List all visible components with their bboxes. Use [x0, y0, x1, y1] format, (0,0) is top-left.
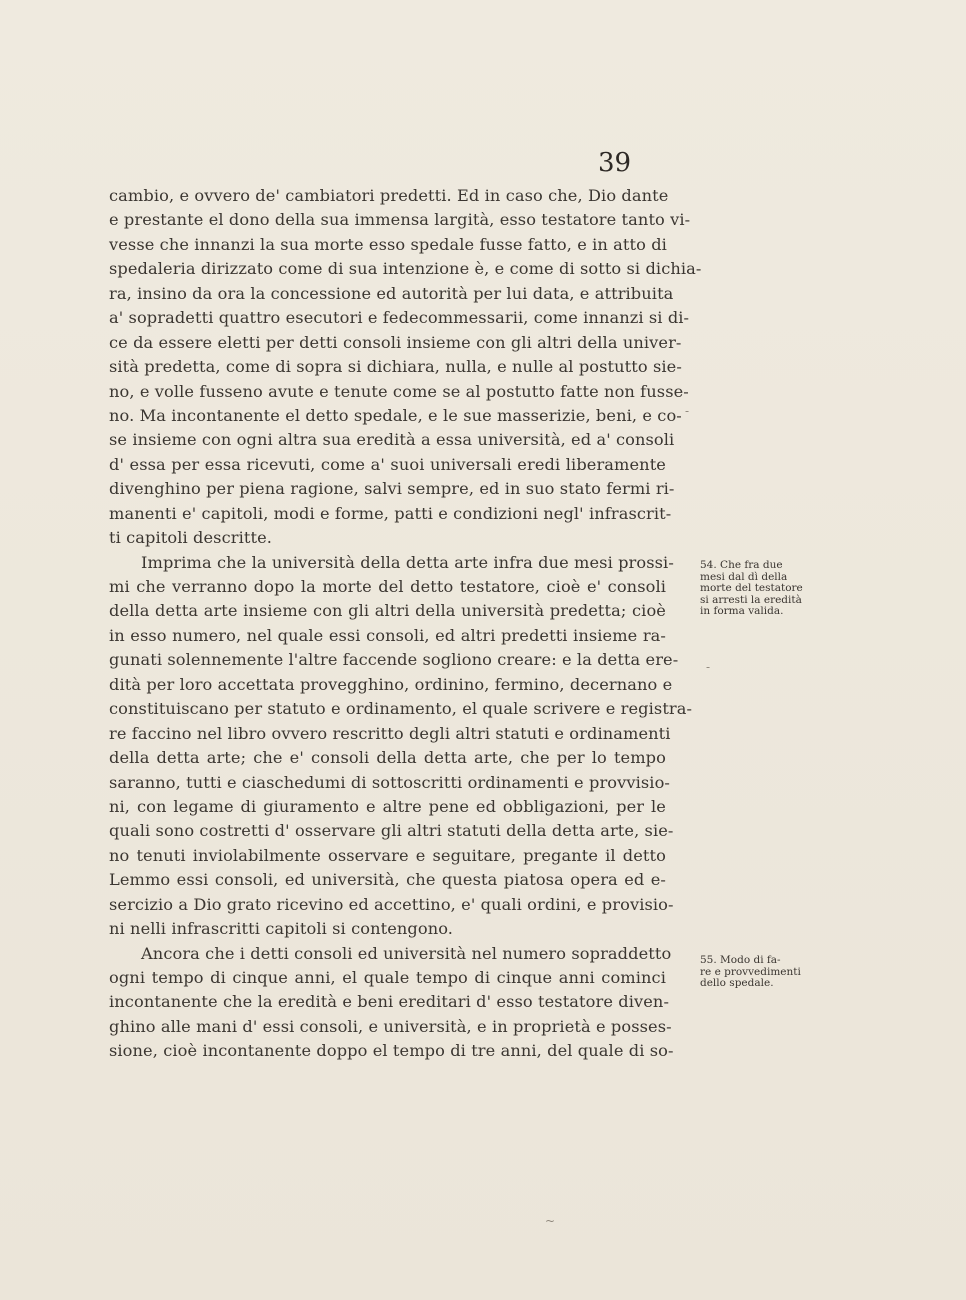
stray-mark: - — [706, 660, 711, 674]
text-line: d' essa per essa ricevuti, come a' suoi universali eredi liberamente — [109, 454, 666, 474]
text-line: divenghino per piena ragione, salvi sempre, ed in suo stato fermi ri- — [109, 479, 675, 499]
text-line: ti capitoli descritte. — [109, 528, 272, 548]
text-line: ogni tempo di cinque anni, el quale tempo di cinque anni cominci — [109, 968, 666, 987]
text-line: ra, insino da ora la concessione ed autorità per lui data, e attribuita — [109, 283, 674, 303]
text-line: quali sono costretti d' osservare gli altri statuti della detta arte, sie- — [109, 821, 674, 841]
text-line: Ancora che i detti consoli ed università nel numero sopraddetto — [141, 943, 672, 963]
text-line: della detta arte insieme con gli altri della università predetta; cioè — [109, 601, 666, 621]
body-text — [109, 184, 702, 1064]
text-line: ni nelli infrascritti capitoli si contengono. — [109, 919, 454, 939]
text-line: a' sopradetti quattro esecutori e fedecommessarii, come innanzi si di- — [109, 308, 690, 328]
text-line: sercizio a Dio grato ricevino ed accettino, e' quali ordini, e provisio- — [109, 894, 674, 914]
text-line: ghino alle mani d' essi consoli, e università, e in proprietà e posses- — [109, 1016, 672, 1036]
text-line: ni, con legame di giuramento e altre pene ed obbligazioni, per le — [109, 796, 666, 816]
page-number: 39 — [598, 148, 632, 178]
stray-mark: - — [685, 404, 690, 418]
marginal-note-line: mesi dal dì della — [700, 570, 788, 583]
text-line: no. Ma incontanente el detto spedale, e le sue masserizie, beni, e co- — [109, 405, 682, 425]
marginal-note-line: dello spedale. — [700, 977, 774, 989]
text-line: sità predetta, come di sopra si dichiara, nulla, e nulle al postutto sie- — [109, 357, 682, 377]
stray-mark: ~ — [545, 1214, 556, 1228]
text-line: dità per loro accettata provegghino, ordinino, fermino, decernano e — [109, 674, 673, 694]
marginal-note-line: morte del testatore — [700, 582, 803, 594]
marginal-note-line: 55. Modo di fa- — [700, 954, 781, 966]
text-line: e prestante el dono della sua immensa largità, esso testatore tanto vi- — [109, 210, 691, 230]
text-line: no, e volle fusseno avute e tenute come se al postutto fatte non fusse- — [109, 381, 689, 401]
text-line: Lemmo essi consoli, ed università, che questa piatosa opera ed e- — [109, 870, 666, 890]
text-line: in esso numero, nel quale essi consoli, ed altri predetti insieme ra- — [109, 625, 666, 645]
marginal-note-line: si arresti la eredità — [700, 593, 802, 606]
text-line: se insieme con ogni altra sua eredità a essa università, ed a' consoli — [109, 430, 675, 450]
marginal-note-line: re e provvedimenti — [700, 965, 801, 978]
text-line: no tenuti inviolabilmente osservare e seguitare, pregante il detto — [109, 845, 666, 865]
text-line: sione, cioè incontanente doppo el tempo di tre anni, del quale di so- — [109, 1041, 674, 1061]
marginal-note-line: 54. Che fra due — [700, 559, 783, 571]
marginal-note-55 — [700, 955, 801, 990]
text-line: incontanente che la eredità e beni ereditari d' esso testatore diven- — [109, 992, 670, 1012]
text-line: re faccino nel libro ovvero rescritto degli altri statuti e ordinamenti — [109, 723, 671, 743]
text-line: ce da essere eletti per detti consoli insieme con gli altri della univer- — [109, 332, 682, 352]
text-line: spedaleria dirizzato come di sua intenzione è, e come di sotto si dichia- — [109, 259, 702, 279]
text-line: constituiscano per statuto e ordinamento, el quale scrivere e registra- — [109, 699, 693, 719]
text-line: manenti e' capitoli, modi e forme, patti e condizioni negl' infrascrit- — [109, 503, 672, 523]
text-line: gunati solennemente l'altre faccende sogliono creare: e la detta ere- — [109, 650, 679, 670]
text-line: cambio, e ovvero de' cambiatori predetti. Ed in caso che, Dio dante — [109, 186, 669, 205]
marginal-note-54 — [700, 560, 803, 618]
text-line: Imprima che la università della detta arte infra due mesi prossi- — [141, 552, 674, 572]
text-line: saranno, tutti e ciaschedumi di sottoscritti ordinamenti e provvisio- — [109, 772, 670, 792]
text-line: della detta arte; che e' consoli della detta arte, che per lo tempo — [109, 748, 666, 768]
marginal-note-line: in forma valida. — [700, 605, 784, 617]
text-line: mi che verranno dopo la morte del detto testatore, cioè e' consoli — [109, 577, 666, 596]
text-line: vesse che innanzi la sua morte esso spedale fusse fatto, e in atto di — [109, 234, 667, 254]
